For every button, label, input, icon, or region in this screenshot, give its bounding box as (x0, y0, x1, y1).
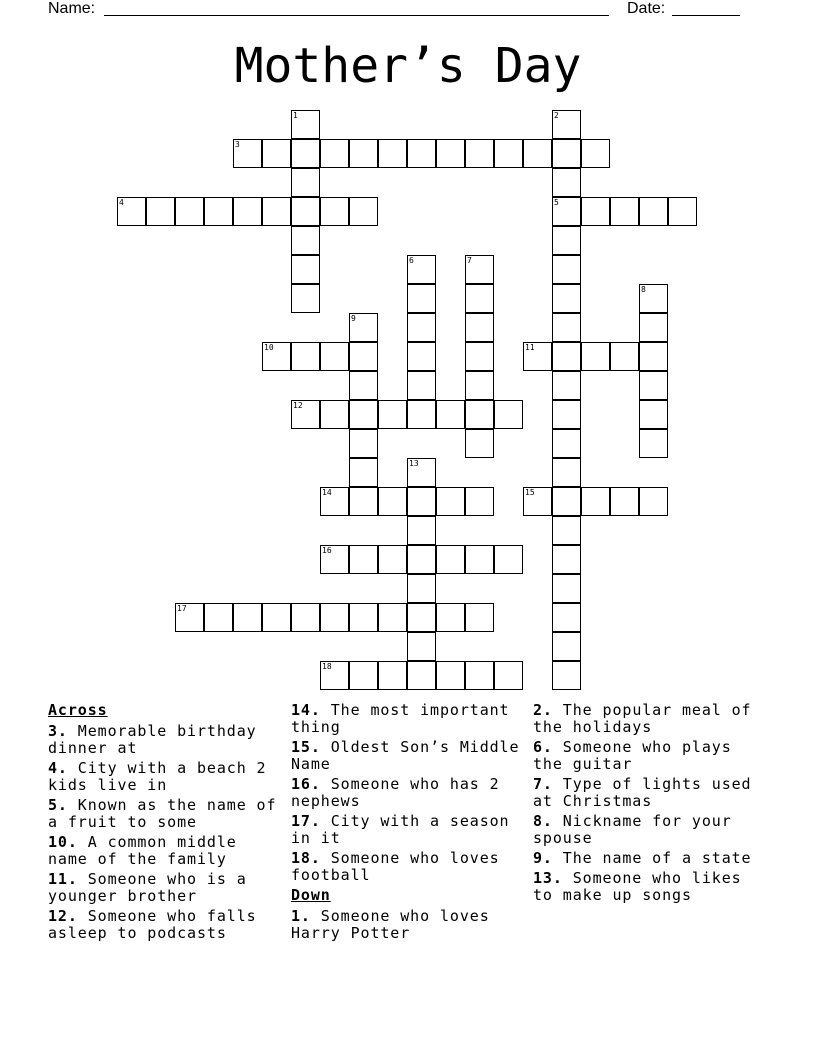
cell-number: 5 (554, 198, 559, 207)
crossword-cell[interactable] (610, 197, 639, 226)
crossword-cell[interactable] (349, 139, 378, 168)
crossword-cell[interactable] (407, 371, 436, 400)
crossword-cell[interactable] (349, 661, 378, 690)
clue-number: 10. (48, 833, 78, 851)
crossword-cell[interactable] (639, 284, 668, 313)
clue-item (291, 702, 527, 736)
crossword-cell[interactable] (552, 139, 581, 168)
crossword-cell[interactable] (581, 139, 610, 168)
crossword-cell[interactable] (436, 139, 465, 168)
cell-number: 16 (322, 546, 332, 555)
crossword-cell[interactable] (639, 400, 668, 429)
cell-number: 17 (177, 604, 187, 613)
crossword-cell[interactable] (407, 574, 436, 603)
crossword-cell[interactable] (320, 342, 349, 371)
crossword-cell[interactable] (523, 139, 552, 168)
crossword-cell[interactable] (552, 545, 581, 574)
crossword-cell[interactable] (552, 197, 581, 226)
clue-item (533, 739, 769, 773)
crossword-cell[interactable] (233, 139, 262, 168)
crossword-cell[interactable] (175, 197, 204, 226)
crossword-cell[interactable] (436, 661, 465, 690)
name-blank-line[interactable] (104, 15, 609, 16)
crossword-cell[interactable] (349, 603, 378, 632)
clue-number: 3. (48, 722, 68, 740)
clue-item (533, 702, 769, 736)
crossword-cell[interactable] (349, 313, 378, 342)
cell-number: 8 (641, 285, 646, 294)
crossword-cell[interactable] (552, 400, 581, 429)
clue-number: 18. (291, 849, 321, 867)
cell-number: 18 (322, 662, 332, 671)
clue-text: The most important thing (291, 701, 510, 736)
clue-item (291, 739, 527, 773)
cell-number: 14 (322, 488, 332, 497)
crossword-cell[interactable] (204, 603, 233, 632)
crossword-cell[interactable] (407, 284, 436, 313)
clue-item (291, 813, 527, 847)
crossword-cell[interactable] (291, 255, 320, 284)
crossword-cell[interactable] (117, 197, 146, 226)
crossword-cell[interactable] (407, 603, 436, 632)
clue-number: 17. (291, 812, 321, 830)
crossword-cell[interactable] (233, 197, 262, 226)
crossword-cell[interactable] (465, 487, 494, 516)
crossword-cell[interactable] (465, 545, 494, 574)
crossword-cell[interactable] (262, 197, 291, 226)
crossword-cell[interactable] (465, 255, 494, 284)
clue-number: 4. (48, 759, 68, 777)
crossword-cell[interactable] (349, 342, 378, 371)
clue-column-2 (291, 702, 527, 945)
crossword-cell[interactable] (436, 487, 465, 516)
crossword-cell[interactable] (407, 313, 436, 342)
clue-number: 7. (533, 775, 553, 793)
clue-text: Known as the name of a fruit to some (48, 796, 277, 831)
cell-number: 4 (119, 198, 124, 207)
crossword-cell[interactable] (552, 168, 581, 197)
cell-number: 3 (235, 140, 240, 149)
clue-text: Someone who is a younger brother (48, 870, 247, 905)
crossword-cell[interactable] (291, 197, 320, 226)
crossword-cell[interactable] (320, 661, 349, 690)
page-title: Mother’s Day (234, 38, 582, 94)
cell-number: 13 (409, 459, 419, 468)
date-blank-line[interactable] (672, 15, 740, 16)
crossword-cell[interactable] (407, 632, 436, 661)
crossword-cell[interactable] (262, 603, 291, 632)
crossword-cell[interactable] (407, 516, 436, 545)
crossword-cell[interactable] (610, 487, 639, 516)
cell-number: 9 (351, 314, 356, 323)
crossword-cell[interactable] (436, 603, 465, 632)
cell-number: 7 (467, 256, 472, 265)
crossword-cell[interactable] (465, 661, 494, 690)
crossword-cell[interactable] (349, 371, 378, 400)
clue-column-3 (533, 702, 769, 907)
crossword-cell[interactable] (349, 429, 378, 458)
crossword-cell[interactable] (494, 139, 523, 168)
clue-text: Type of lights used at Christmas (533, 775, 752, 810)
across-heading: Across (48, 701, 108, 719)
crossword-cell[interactable] (291, 139, 320, 168)
crossword-cell[interactable] (349, 400, 378, 429)
crossword-cell[interactable] (407, 139, 436, 168)
crossword-cell[interactable] (378, 661, 407, 690)
clue-item (48, 723, 284, 757)
cell-number: 15 (525, 488, 535, 497)
crossword-cell[interactable] (465, 603, 494, 632)
crossword-cell[interactable] (523, 342, 552, 371)
crossword-cell[interactable] (465, 342, 494, 371)
crossword-cell[interactable] (552, 458, 581, 487)
clue-number: 6. (533, 738, 553, 756)
crossword-cell[interactable] (552, 516, 581, 545)
crossword-cell[interactable] (494, 400, 523, 429)
clue-text: Nickname for your spouse (533, 812, 732, 847)
clue-column-1 (48, 702, 284, 945)
clue-item (533, 850, 769, 867)
clue-item (48, 797, 284, 831)
date-label: Date: (627, 0, 666, 17)
crossword-cell[interactable] (407, 255, 436, 284)
crossword-cell[interactable] (552, 226, 581, 255)
crossword-cell[interactable] (407, 342, 436, 371)
clue-number: 13. (533, 869, 563, 887)
crossword-cell[interactable] (494, 545, 523, 574)
clue-text: City with a season in it (291, 812, 510, 847)
clue-number: 8. (533, 812, 553, 830)
clue-number: 2. (533, 701, 553, 719)
crossword-cell[interactable] (407, 661, 436, 690)
crossword-cell[interactable] (349, 197, 378, 226)
crossword-cell[interactable] (552, 255, 581, 284)
crossword-cell[interactable] (465, 400, 494, 429)
clue-item (533, 776, 769, 810)
clue-number: 11. (48, 870, 78, 888)
crossword-cell[interactable] (552, 110, 581, 139)
crossword-cell[interactable] (349, 545, 378, 574)
cell-number: 2 (554, 111, 559, 120)
crossword-cell[interactable] (349, 458, 378, 487)
crossword-cell[interactable] (204, 197, 233, 226)
crossword-cell[interactable] (320, 545, 349, 574)
crossword-cell[interactable] (610, 342, 639, 371)
crossword-cell[interactable] (465, 371, 494, 400)
clue-item (48, 834, 284, 868)
clue-item (48, 871, 284, 905)
crossword-cell[interactable] (262, 342, 291, 371)
clue-number: 12. (48, 907, 78, 925)
crossword-cell[interactable] (291, 342, 320, 371)
crossword-cell[interactable] (291, 284, 320, 313)
crossword-cell[interactable] (349, 487, 378, 516)
clue-item (533, 870, 769, 904)
crossword-cell[interactable] (639, 313, 668, 342)
crossword-cell[interactable] (233, 603, 262, 632)
clue-text: Someone who has 2 nephews (291, 775, 500, 810)
crossword-cell[interactable] (639, 429, 668, 458)
crossword-cell[interactable] (291, 110, 320, 139)
crossword-cell[interactable] (494, 661, 523, 690)
crossword-cell[interactable] (581, 487, 610, 516)
cell-number: 1 (293, 111, 298, 120)
crossword-cell[interactable] (407, 400, 436, 429)
crossword-cell[interactable] (378, 545, 407, 574)
crossword-cell[interactable] (291, 603, 320, 632)
crossword-cell[interactable] (552, 342, 581, 371)
cell-number: 12 (293, 401, 303, 410)
crossword-cell[interactable] (552, 487, 581, 516)
crossword-cell[interactable] (639, 487, 668, 516)
crossword-cell[interactable] (552, 284, 581, 313)
clue-text: A common middle name of the family (48, 833, 237, 868)
crossword-cell[interactable] (262, 139, 291, 168)
clue-item (291, 850, 527, 884)
clue-text: Someone who loves football (291, 849, 500, 884)
crossword-cell[interactable] (320, 139, 349, 168)
clue-number: 14. (291, 701, 321, 719)
crossword-cell[interactable] (291, 226, 320, 255)
crossword-cell[interactable] (639, 371, 668, 400)
clue-number: 15. (291, 738, 321, 756)
crossword-cell[interactable] (436, 400, 465, 429)
down-heading: Down (291, 886, 331, 904)
crossword-cell[interactable] (581, 197, 610, 226)
crossword-cell[interactable] (523, 487, 552, 516)
worksheet-header (48, 0, 768, 20)
crossword-cell[interactable] (552, 603, 581, 632)
crossword-cell[interactable] (407, 458, 436, 487)
clue-text: The name of a state (552, 849, 752, 867)
clue-text: Memorable birthday dinner at (48, 722, 257, 757)
crossword-cell[interactable] (320, 197, 349, 226)
crossword-cell[interactable] (668, 197, 697, 226)
crossword-cell[interactable] (552, 371, 581, 400)
clue-text: Oldest Son’s Middle Name (291, 738, 520, 773)
crossword-cell[interactable] (465, 429, 494, 458)
crossword-cell[interactable] (378, 603, 407, 632)
clue-item (291, 908, 527, 942)
crossword-cell[interactable] (552, 313, 581, 342)
clue-text: Someone who loves Harry Potter (291, 907, 490, 942)
crossword-cell[interactable] (291, 168, 320, 197)
crossword-cell[interactable] (552, 574, 581, 603)
clue-text: The popular meal of the holidays (533, 701, 752, 736)
clue-text: City with a beach 2 kids live in (48, 759, 267, 794)
crossword-cell[interactable] (175, 603, 204, 632)
crossword-cell[interactable] (639, 197, 668, 226)
clue-text: Someone who plays the guitar (533, 738, 732, 773)
clue-text: Someone who likes to make up songs (533, 869, 742, 904)
clue-item (48, 760, 284, 794)
clue-number: 16. (291, 775, 321, 793)
cell-number: 6 (409, 256, 414, 265)
crossword-cell[interactable] (552, 632, 581, 661)
crossword-cell[interactable] (552, 429, 581, 458)
clue-number: 5. (48, 796, 68, 814)
clue-number: 9. (533, 849, 553, 867)
crossword-cell[interactable] (465, 313, 494, 342)
crossword-cell[interactable] (436, 545, 465, 574)
crossword-cell[interactable] (407, 487, 436, 516)
crossword-cell[interactable] (581, 342, 610, 371)
crossword-cell[interactable] (146, 197, 175, 226)
crossword-cell[interactable] (320, 603, 349, 632)
crossword-cell[interactable] (552, 661, 581, 690)
crossword-cell[interactable] (378, 400, 407, 429)
crossword-cell[interactable] (465, 139, 494, 168)
crossword-cell[interactable] (407, 545, 436, 574)
clue-text: Someone who falls asleep to podcasts (48, 907, 257, 942)
clue-item (291, 776, 527, 810)
clue-item (48, 908, 284, 942)
cell-number: 10 (264, 343, 274, 352)
crossword-cell[interactable] (465, 284, 494, 313)
crossword-cell[interactable] (320, 400, 349, 429)
crossword-cell[interactable] (320, 487, 349, 516)
crossword-cell[interactable] (378, 139, 407, 168)
crossword-cell[interactable] (639, 342, 668, 371)
crossword-cell[interactable] (378, 487, 407, 516)
clue-item (533, 813, 769, 847)
clue-number: 1. (291, 907, 311, 925)
cell-number: 11 (525, 343, 535, 352)
crossword-cell[interactable] (291, 400, 320, 429)
name-label: Name: (48, 0, 96, 17)
